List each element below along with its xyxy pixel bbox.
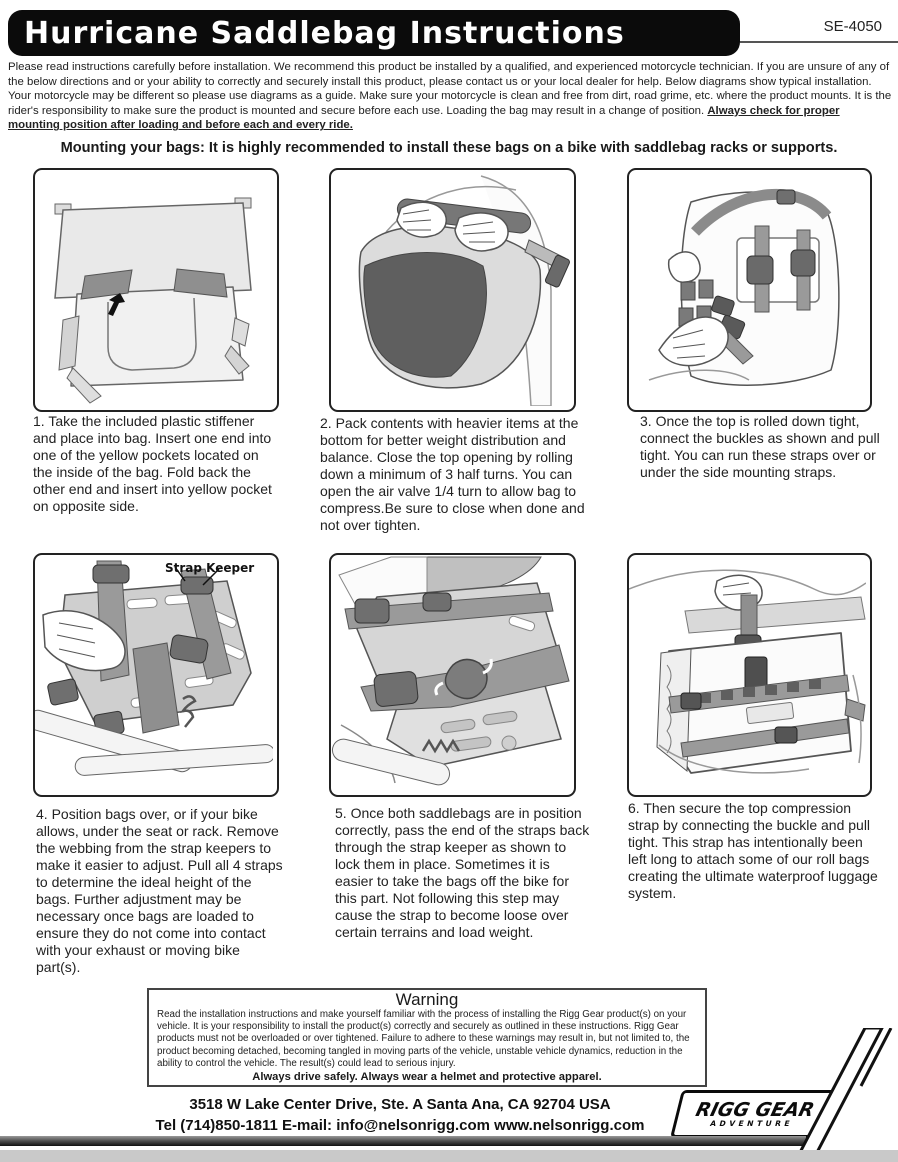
- mounting-heading: [0, 140, 898, 156]
- step-2-caption: 2. Pack contents with heavier items at the bottom for better weight distribution and balance. Close the top opening by rolling down a minimum of 3 half turns. You can open the air valve 1/4 turn to allow bag to compress.Be sure to close when done and not over tighten.: [320, 415, 585, 533]
- step-3-panel: [627, 168, 872, 412]
- step-5-caption: 5. Once both saddlebags are in position correctly, pass the end of the straps back through the strap keeper as shown to lock them in place. Sometimes it is easier to take the bags off the bike for this part. Not following this step may cause the strap to become loose over certain terrains and load weight.: [335, 805, 590, 940]
- step-4-caption: 4. Position bags over, or if your bike allows, under the seat or rack. Remove the webbing from the strap keepers to make it easier to adjust. Pull all 4 straps to determine the ideal height of the bags. Further adjustment may be necessary once bags are loaded to ensure they do not come into contact with your exhaust or moving bike part(s).: [36, 806, 283, 975]
- contact-line: Tel (714)850-1811 E-mail: info@nelsonrigg.com www.nelsonrigg.com: [155, 1117, 645, 1134]
- address-line: 3518 W Lake Center Drive, Ste. A Santa Ana, CA 92704 USA: [189, 1096, 611, 1113]
- step-3-caption: 3. Once the top is rolled down tight, connect the buckles as shown and pull tight. You can run these straps over or under the side mounting straps.: [640, 413, 880, 480]
- warning-body: Read the installation instructions and make yourself familiar with the process of installing the Rigg Gear product(s) on your vehicle. It is your responsibility to install the product(s) correctly and securely as outlined in these instructions. Rigg Gear products must not be overloaded or over tightened. Failure to adhere to these warnings may result in, but not limited to, the product becoming detached, becoming tangled in moving parts of the vehicle, unstable vehicle dynamics, reduction in the ability to control the vehicle. The result(s) could lead to serious injury.: [157, 1009, 690, 1069]
- header-rule: [740, 41, 898, 43]
- step-1-caption: 1. Take the included plastic stiffener and place into bag. Insert one end into one of the yellow pockets located on the inside of the bag. Fold back the other end and insert into yellow pocket on opposite side.: [33, 413, 272, 514]
- step-1-panel: [33, 168, 279, 412]
- step-5-illustration: [331, 555, 570, 791]
- step-2-illustration: [331, 170, 570, 406]
- title-bar: [8, 10, 740, 56]
- step-6-illustration: [629, 555, 866, 791]
- step-5-panel: [329, 553, 576, 797]
- mounting-bold: It is highly recommended to install these bags on a bike with saddlebag racks or supports.: [208, 140, 838, 156]
- intro-paragraph: [8, 60, 892, 133]
- page-title: Hurricane Saddlebag Instructions: [24, 15, 625, 51]
- logo-subtext: ADVENTURE: [709, 1118, 795, 1128]
- step-2-panel: [329, 168, 576, 412]
- scan-background-strip: [0, 1150, 898, 1162]
- strap-keeper-label: Strap Keeper: [165, 561, 255, 575]
- intro-emphasis: Always check for proper mounting position after loading and before each and every ride.: [8, 104, 840, 132]
- step-3-illustration: [629, 170, 866, 406]
- warning-box: [147, 988, 707, 1087]
- intro-text: Please read instructions carefully before installation. We recommend this product be installed by a qualified, and experienced motorcycle technician. If you are unsure of any of the below directions and or your ability to correctly and securely install this product, please contact us or your local dealer for help. Below diagrams show typical installation. Your motorcycle may be different so please use diagrams as a guide. Make sure your motorcycle is clean and free from dirt, road grime, etc. where the product mounts. It is the rider's responsibility to make sure the product is mounted and secure before each use. Loading the bag may result in a change of position.: [8, 61, 892, 117]
- warning-emphasis: Always drive safely. Always wear a helmet and protective apparel.: [252, 1071, 602, 1084]
- step-4-illustration: [35, 555, 273, 791]
- step-4-panel: [33, 553, 279, 797]
- step-6-panel: [627, 553, 872, 797]
- step-1-illustration: [35, 170, 273, 406]
- part-number: SE-4050: [823, 18, 882, 35]
- footer-swoosh-graphic: [760, 1028, 898, 1162]
- footer-address-block: [120, 1094, 680, 1136]
- logo-wordmark: RIGG GEAR: [693, 1098, 817, 1121]
- footer-rule-bar: [0, 1136, 806, 1146]
- warning-title: Warning: [395, 990, 459, 1009]
- mounting-label: Mounting your bags:: [60, 140, 209, 156]
- step-6-caption: 6. Then secure the top compression strap by connecting the buckle and pull tight. This strap has intentionally been left long to attach some of our roll bags creating the ultimate waterproof luggage system.: [628, 800, 878, 901]
